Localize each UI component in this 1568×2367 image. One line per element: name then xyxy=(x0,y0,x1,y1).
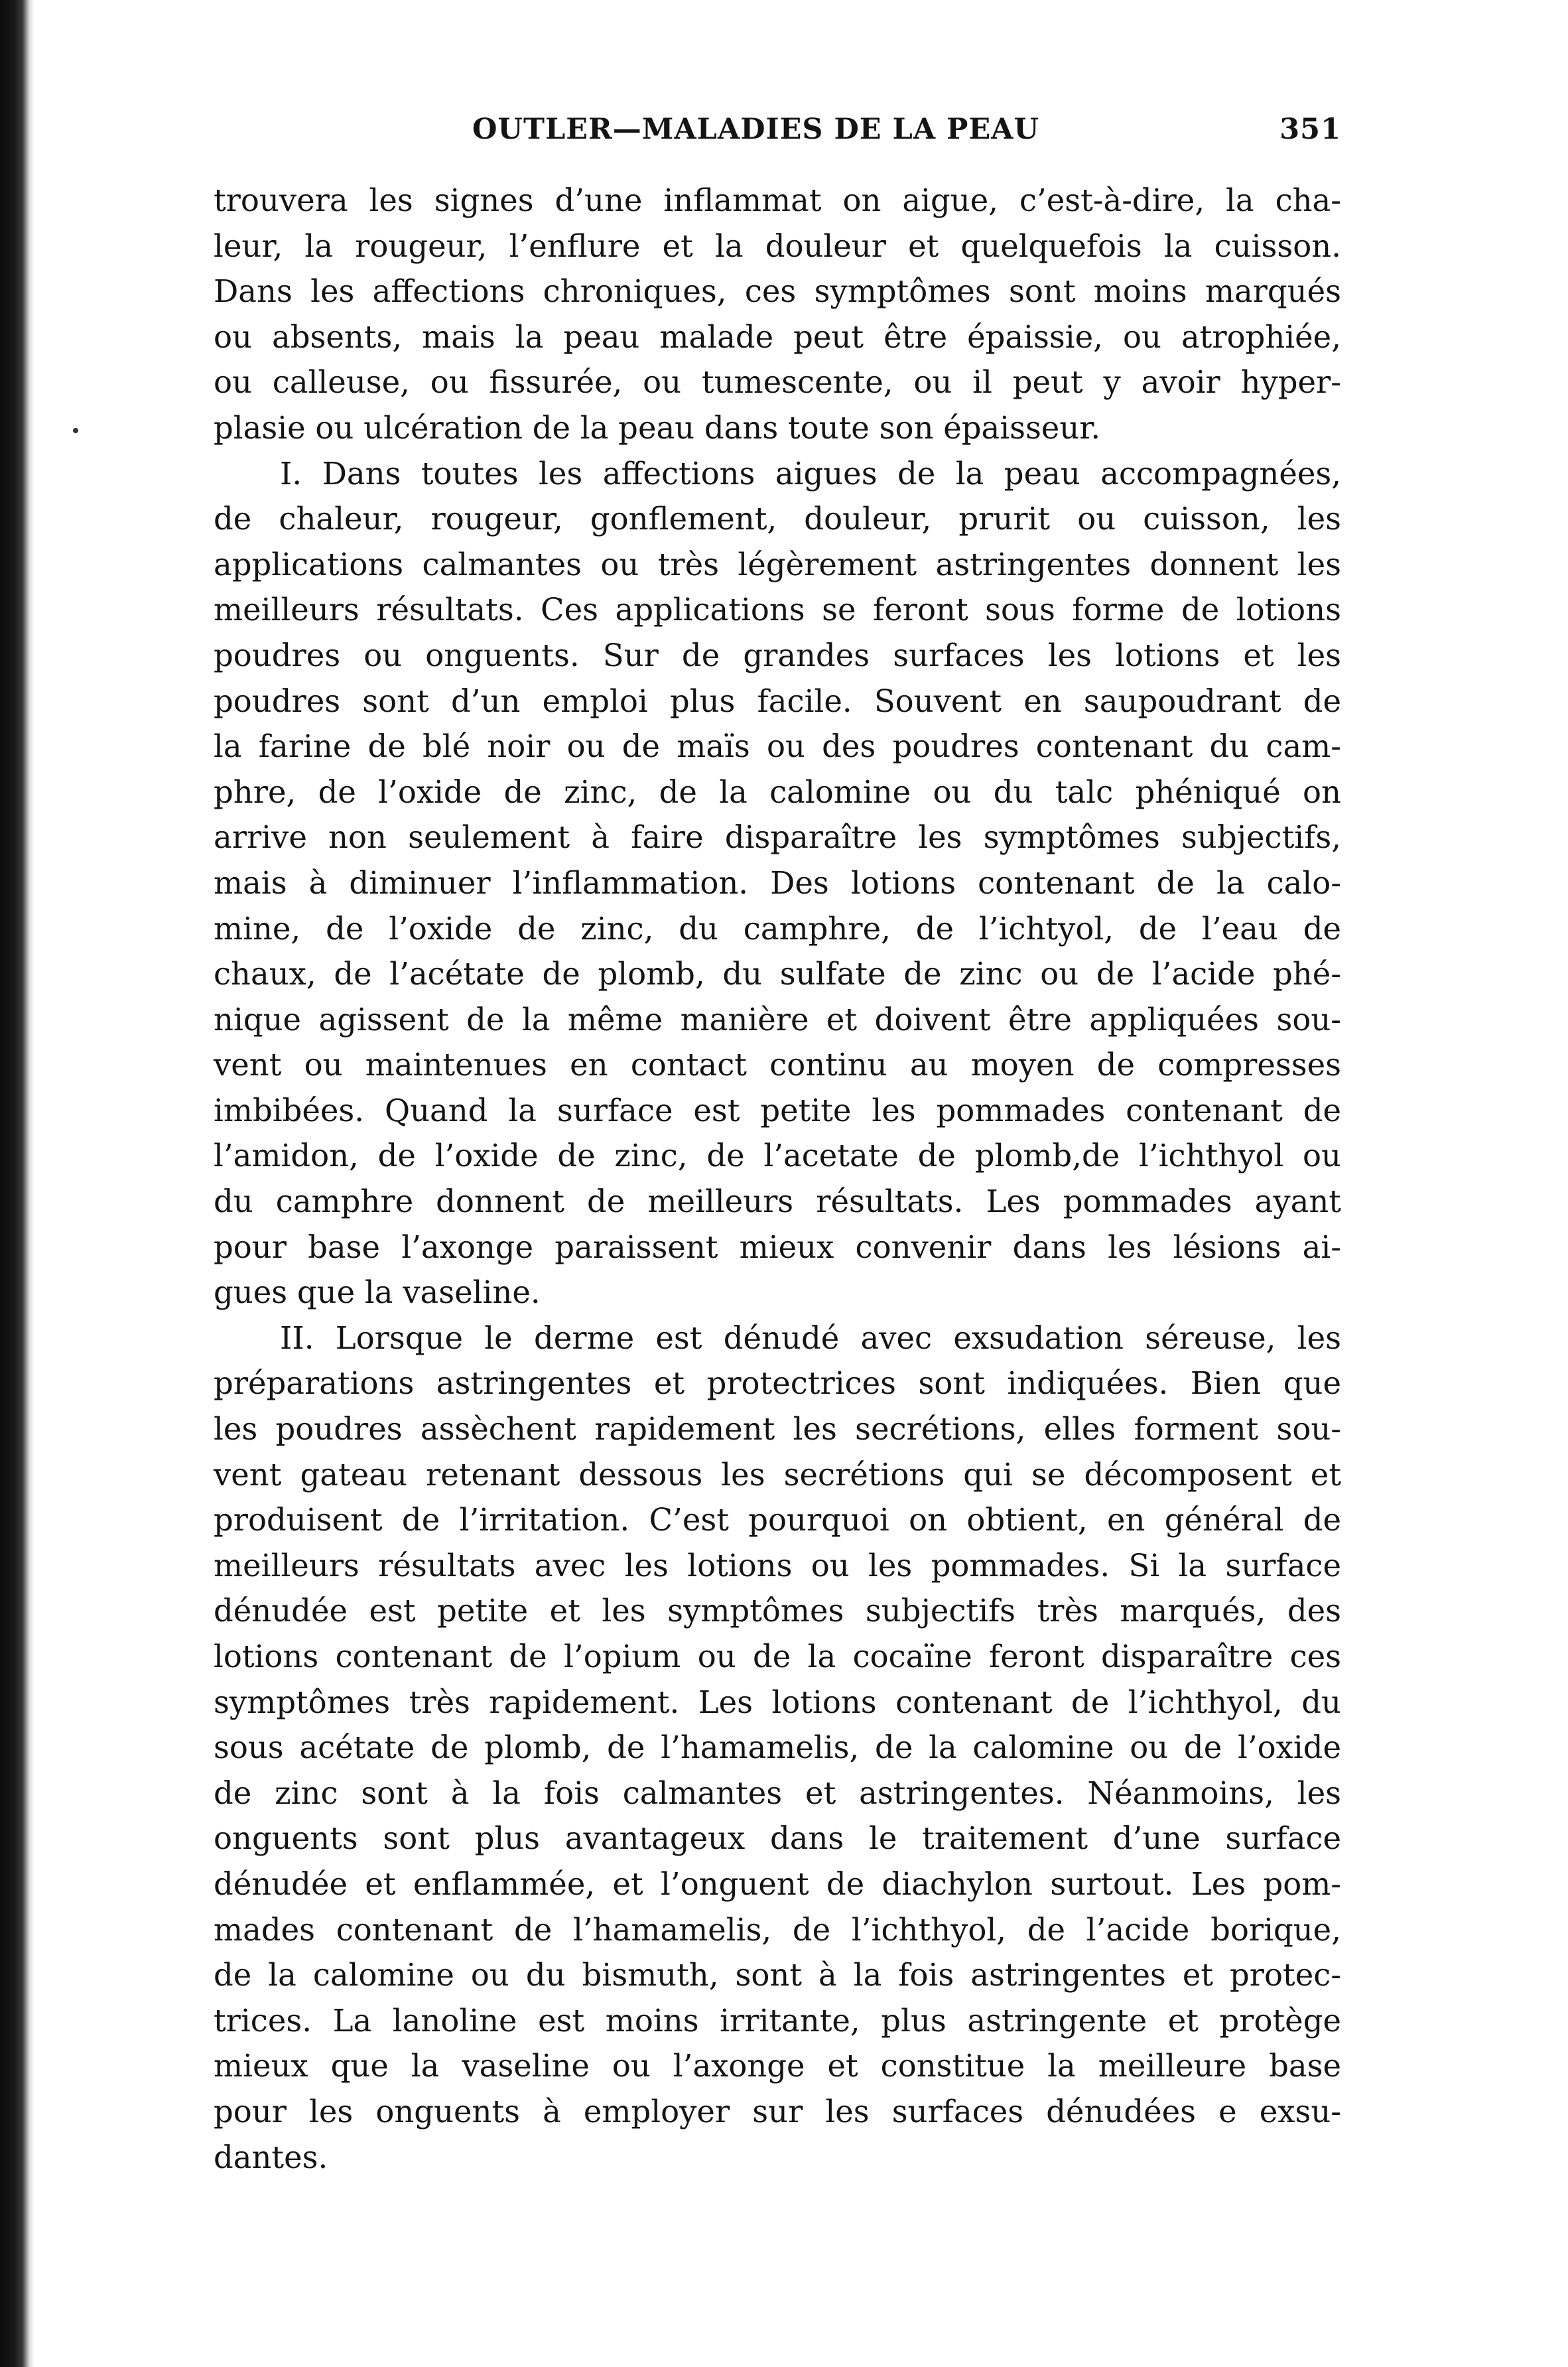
text-line: gues que la vaseline. xyxy=(214,1274,541,1311)
text-line: poudres ou onguents. Sur de grandes surfaces les lotions et les xyxy=(214,637,1341,673)
text-line: mine, de l’oxide de zinc, du camphre, de l’ichtyol, de l’eau de xyxy=(214,910,1341,947)
text-line: II. Lorsque le derme est dénudé avec exsudation séreuse, les xyxy=(280,1319,1341,1356)
text-line: de la calomine ou du bismuth, sont à la fois astringentes et protec- xyxy=(214,1957,1341,1994)
text-line: du camphre donnent de meilleurs résultats. Les pommades ayant xyxy=(214,1184,1341,1220)
text-line: pour base l’axonge paraissent mieux convenir dans les lésions ai- xyxy=(214,1229,1341,1265)
text-line: mades contenant de l’hamamelis, de l’ichthyol, de l’acide borique, xyxy=(214,1911,1341,1948)
text-line: l’amidon, de l’oxide de zinc, de l’acetate de plomb,de l’ichthyol ou xyxy=(214,1138,1341,1174)
text-line: nique agissent de la même manière et doivent être appliquées sou- xyxy=(214,1001,1341,1038)
text-line: la farine de blé noir ou de maïs ou des poudres contenant du cam- xyxy=(214,728,1341,765)
text-line: les poudres assèchent rapidement les secrétions, elles forment sou- xyxy=(214,1411,1341,1448)
text-line: I. Dans toutes les affections aigues de la peau accompagnées, xyxy=(280,455,1341,492)
text-line: meilleurs résultats avec les lotions ou les pommades. Si la surface xyxy=(214,1547,1341,1584)
text-line: onguents sont plus avantageux dans le traitement d’une surface xyxy=(214,1820,1341,1857)
text-line: chaux, de l’acétate de plomb, du sulfate de zinc ou de l’acide phé- xyxy=(214,956,1341,992)
text-line: lotions contenant de l’opium ou de la cocaïne feront disparaître ces xyxy=(214,1639,1341,1674)
text-line: poudres sont d’un emploi plus facile. Souvent en saupoudrant de xyxy=(214,683,1341,719)
text-line: pour les onguents à employer sur les surfaces dénudées e exsu- xyxy=(214,2093,1341,2130)
text-line: meilleurs résultats. Ces applications se feront sous forme de lotions xyxy=(214,592,1341,628)
text-line: de chaleur, rougeur, gonflement, douleur, prurit ou cuisson, les xyxy=(214,501,1341,537)
text-line: Dans les affections chroniques, ces symptômes sont moins marqués xyxy=(214,273,1341,310)
running-title: OUTLER—MALADIES DE LA PEAU xyxy=(472,113,1040,146)
text-line: sous acétate de plomb, de l’hamamelis, de la calomine ou de l’oxide xyxy=(214,1729,1341,1766)
text-line: symptômes très rapidement. Les lotions contenant de l’ichthyol, du xyxy=(214,1684,1341,1720)
text-line: vent ou maintenues en contact continu au moyen de compresses xyxy=(214,1047,1341,1083)
text-line: ou absents, mais la peau malade peut être épaissie, ou atrophiée, xyxy=(214,318,1341,355)
text-line: dénudée et enflammée, et l’onguent de diachylon surtout. Les pom- xyxy=(214,1865,1341,1902)
text-line: plasie ou ulcération de la peau dans toute son épaisseur. xyxy=(214,409,1101,446)
text-line: produisent de l’irritation. C’est pourquoi on obtient, en général de xyxy=(214,1502,1341,1538)
text-line: mais à diminuer l’inflammation. Des lotions contenant de la calo- xyxy=(214,864,1341,901)
text-line: dantes. xyxy=(214,2139,328,2175)
text-line: leur, la rougeur, l’enflure et la douleur et quelquefois la cuisson. xyxy=(214,228,1341,264)
margin-mark xyxy=(73,428,78,433)
text-line: trices. La lanoline est moins irritante, plus astringente et protège xyxy=(214,2002,1341,2039)
text-line: vent gateau retenant dessous les secrétions qui se décomposent et xyxy=(214,1456,1341,1493)
text-line: arrive non seulement à faire disparaître les symptômes subjectifs, xyxy=(214,819,1341,856)
running-head xyxy=(214,113,1341,159)
body-text xyxy=(214,178,1341,2180)
text-line: ou calleuse, ou fissurée, ou tumescente, ou il peut y avoir hyper- xyxy=(214,364,1341,401)
book-binding-edge xyxy=(0,0,34,2367)
text-line: trouvera les signes d’une inflammat on aigue, c’est-à-dire, la cha- xyxy=(214,182,1341,218)
text-line: de zinc sont à la fois calmantes et astringentes. Néanmoins, les xyxy=(214,1775,1341,1811)
text-line: dénudée est petite et les symptômes subjectifs très marqués, des xyxy=(214,1593,1341,1629)
page-number: 351 xyxy=(1279,113,1341,146)
text-line: applications calmantes ou très légèrement astringentes donnent les xyxy=(214,546,1341,582)
text-line: phre, de l’oxide de zinc, de la calomine ou du talc phéniqué on xyxy=(214,774,1341,810)
text-line: préparations astringentes et protectrices sont indiquées. Bien que xyxy=(214,1365,1341,1402)
text-line: mieux que la vaseline ou l’axonge et constitue la meilleure base xyxy=(214,2048,1341,2084)
text-line: imbibées. Quand la surface est petite les pommades contenant de xyxy=(214,1092,1341,1128)
